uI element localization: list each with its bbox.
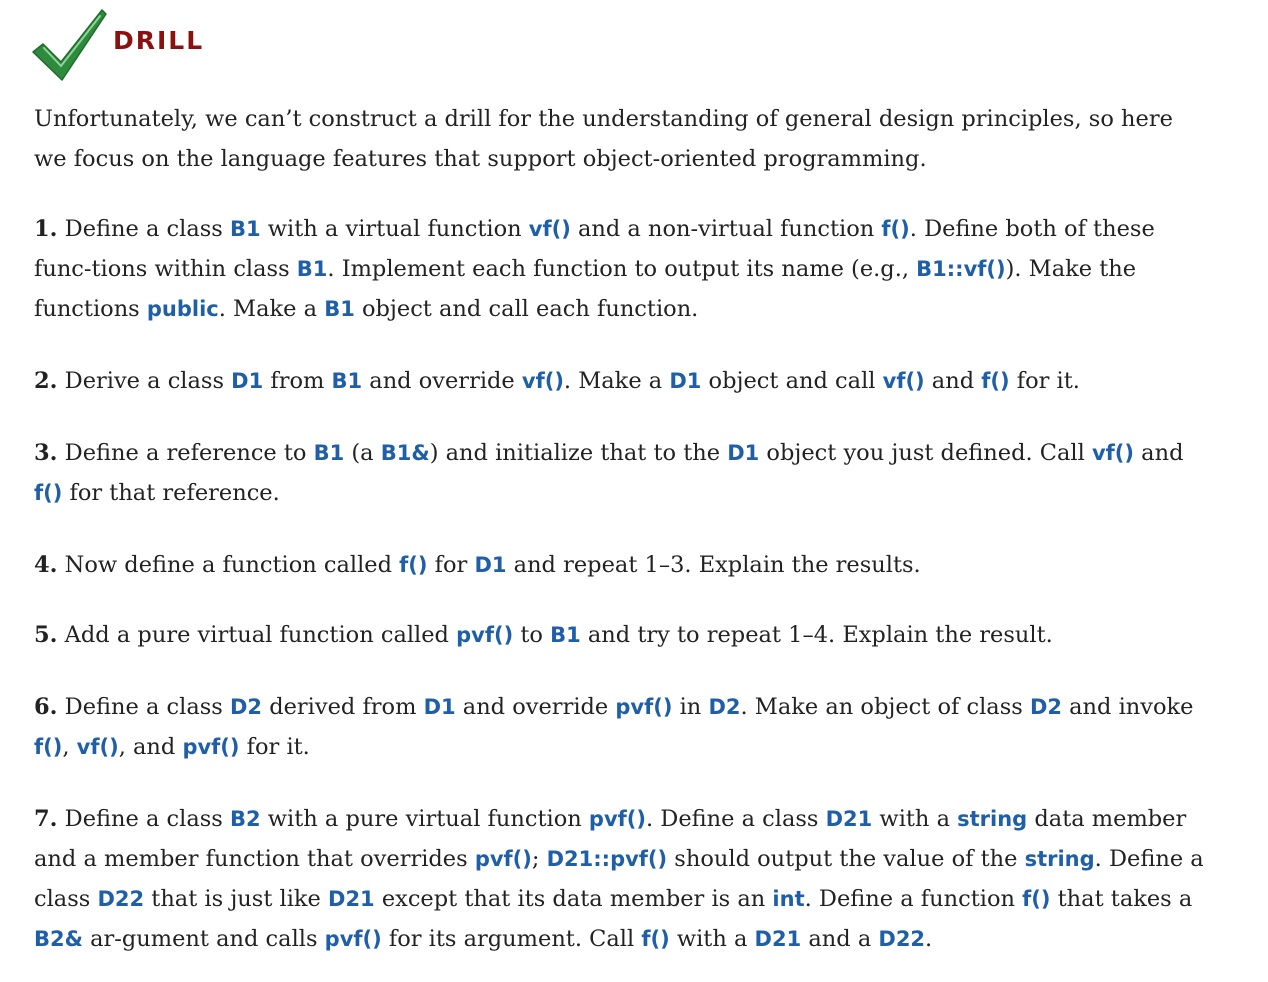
body-text: for it. — [1009, 368, 1080, 394]
body-text: and override — [455, 694, 616, 720]
code-term: D1 — [669, 369, 702, 393]
checkmark-icon — [30, 8, 110, 84]
body-text: except that its data member is an — [374, 886, 773, 912]
body-text: ). Make the functions — [34, 256, 1137, 322]
drill-item-3 — [34, 433, 1204, 513]
code-term: vf() — [882, 369, 925, 393]
code-term: f() — [34, 481, 63, 505]
body-text: with a pure virtual function — [260, 806, 589, 832]
body-text: (a — [344, 440, 381, 466]
body-text: ) and initialize that to the — [429, 440, 728, 466]
code-term: f() — [641, 927, 670, 951]
code-term: D2 — [230, 695, 263, 719]
drill-item-7 — [34, 799, 1204, 959]
drill-item-4 — [34, 545, 1204, 585]
body-text: . Define a class — [34, 846, 1204, 912]
code-term: vf() — [1091, 441, 1135, 465]
body-text: . Define a class — [645, 806, 826, 832]
item-number: 1. — [34, 216, 58, 242]
code-term: f() — [34, 735, 63, 759]
body-text: Derive a class — [57, 368, 232, 394]
body-text: . — [925, 926, 933, 952]
body-text: that is just like — [144, 886, 329, 912]
item-number: 5. — [34, 622, 58, 648]
body-text: for that reference. — [62, 480, 280, 506]
code-term: D21 — [328, 887, 375, 911]
section-title: DRILL — [113, 26, 205, 55]
code-term: pvf() — [456, 623, 514, 647]
code-term: f() — [981, 369, 1010, 393]
code-term: B1 — [313, 441, 345, 465]
code-term: string — [957, 807, 1028, 831]
item-number: 4. — [34, 552, 58, 578]
code-term: B2& — [34, 927, 83, 951]
body-text: for its argument. Call — [381, 926, 642, 952]
body-text: Define a class — [57, 694, 230, 720]
code-term: int — [772, 887, 805, 911]
code-term: D1 — [423, 695, 456, 719]
body-text: and repeat 1–3. Explain the results. — [506, 552, 921, 578]
code-term: vf() — [528, 217, 571, 241]
body-text: that takes a — [1050, 886, 1193, 912]
code-term: B1 — [296, 257, 328, 281]
code-term: string — [1024, 847, 1095, 871]
item-number: 2. — [34, 368, 58, 394]
item-number: 3. — [34, 440, 58, 466]
body-text: object and call — [701, 368, 883, 394]
code-term: B1& — [380, 441, 430, 465]
body-text: to — [513, 622, 551, 648]
code-term: vf() — [76, 735, 119, 759]
body-text: . Make an object of class — [740, 694, 1030, 720]
body-text: with a virtual function — [260, 216, 529, 242]
code-term: D1 — [231, 369, 264, 393]
code-term: D21 — [825, 807, 873, 831]
code-term: f() — [881, 217, 910, 241]
code-term: D2 — [708, 695, 741, 719]
code-term: D1 — [727, 441, 760, 465]
code-term: B1 — [550, 623, 581, 647]
body-text: in — [672, 694, 709, 720]
code-term: B2 — [230, 807, 261, 831]
body-text: and a — [801, 926, 879, 952]
body-text: Now define a function called — [57, 552, 400, 578]
code-term: B1 — [230, 217, 261, 241]
drill-item-6 — [34, 687, 1204, 767]
code-term: public — [146, 297, 219, 321]
code-term: B1 — [324, 297, 355, 321]
body-text: . Make a — [563, 368, 670, 394]
body-text: with a — [872, 806, 958, 832]
body-text: with a — [669, 926, 755, 952]
drill-item-1 — [34, 209, 1204, 329]
body-text: and a non-virtual function — [570, 216, 882, 242]
body-text: object you just defined. Call — [759, 440, 1092, 466]
body-text: , and — [118, 734, 183, 760]
code-term: D22 — [97, 887, 145, 911]
code-term: f() — [1022, 887, 1051, 911]
drill-item-2 — [34, 361, 1204, 401]
body-text: for it. — [239, 734, 310, 760]
code-term: D2 — [1029, 695, 1062, 719]
body-text: , — [62, 734, 77, 760]
body-text: . Implement each function to output its name (e.g., — [327, 256, 917, 282]
code-term: D1 — [474, 553, 507, 577]
code-term: B1::vf() — [916, 257, 1006, 281]
body-text: Define a class — [57, 216, 230, 242]
body-text: and invoke — [1061, 694, 1194, 720]
body-text: . Define both of these func-tions within class — [34, 216, 1155, 282]
code-term: pvf() — [615, 695, 673, 719]
code-term: vf() — [521, 369, 564, 393]
code-term: pvf() — [182, 735, 240, 759]
body-text: Add a pure virtual function called — [57, 622, 457, 648]
body-text: should output the value of the — [667, 846, 1025, 872]
code-term: D22 — [878, 927, 926, 951]
code-term: D21 — [754, 927, 802, 951]
item-number: 6. — [34, 694, 58, 720]
body-text: Define a class — [57, 806, 230, 832]
body-text: data member and a member function that overrides — [34, 806, 1187, 872]
body-text: and try to repeat 1–4. Explain the result. — [580, 622, 1053, 648]
item-number: 7. — [34, 806, 58, 832]
code-term: pvf() — [324, 927, 382, 951]
body-text: . Define a function — [804, 886, 1023, 912]
body-text: ar-gument and calls — [82, 926, 325, 952]
body-text: for — [427, 552, 475, 578]
body-text: Define a reference to — [57, 440, 314, 466]
intro-paragraph: Unfortunately, we can’t construct a drill for the understanding of general design principles, so here we focus on the language features that support object-oriented programming. — [34, 106, 1173, 172]
code-term: pvf() — [474, 847, 532, 871]
code-term: B1 — [331, 369, 363, 393]
drill-header — [30, 8, 330, 88]
body-text: derived from — [262, 694, 424, 720]
body-text: and override — [362, 368, 522, 394]
body-text: from — [263, 368, 332, 394]
drill-item-5 — [34, 615, 1204, 655]
body-text: . Make a — [218, 296, 325, 322]
body-text: and — [924, 368, 982, 394]
code-term: f() — [399, 553, 428, 577]
code-term: pvf() — [588, 807, 646, 831]
body-text: ; — [531, 846, 547, 872]
body-text: object and call each function. — [354, 296, 699, 322]
body-text: and — [1134, 440, 1184, 466]
code-term: D21::pvf() — [546, 847, 668, 871]
